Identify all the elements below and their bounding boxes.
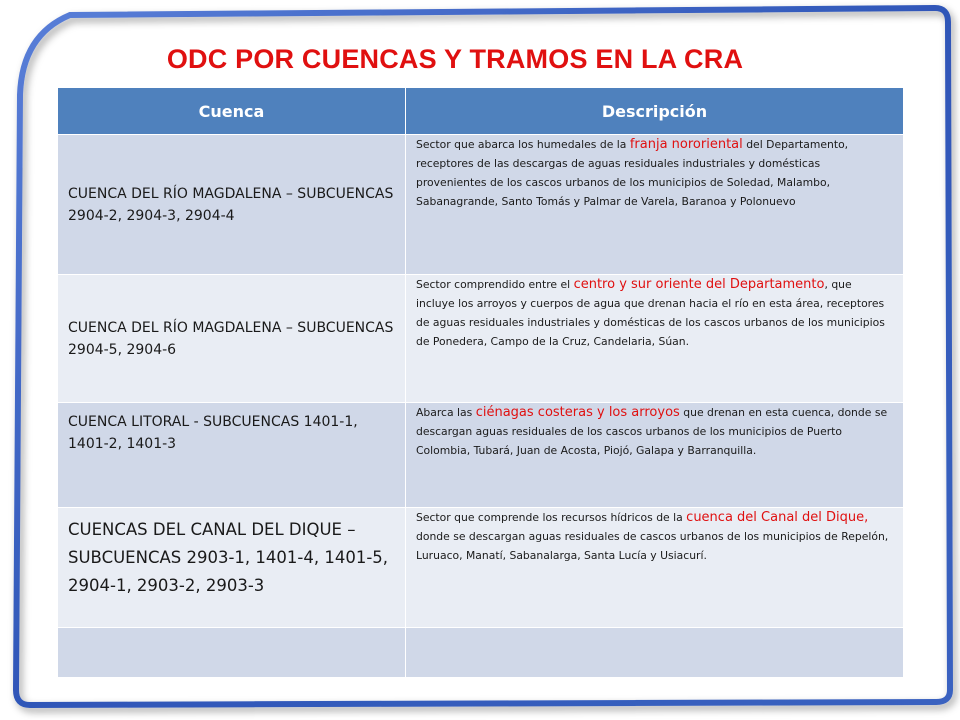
desc-text: Abarca las xyxy=(416,406,476,419)
descripcion-cell xyxy=(406,628,904,678)
odc-table xyxy=(57,87,904,678)
desc-text: del Departamento, receptores de las descargas de aguas residuales industriales y domésticas provenientes de los cascos urbanos de los municipios de Soledad, Malambo, Sabanagrande, Santo Tomás y Palmar de Varela, Baranoa y Polonuevo xyxy=(416,138,849,208)
desc-highlight: cuenca del Canal del Dique, xyxy=(686,510,869,525)
desc-text: que drenan en esta cuenca, donde se descargan aguas residuales de los cascos urbanos de los municipios de Puerto Colombia, Tubará, Juan de Acosta, Piojó, Galapa y Barranquilla. xyxy=(416,406,888,457)
header-cuenca: Cuenca xyxy=(58,88,406,135)
table-row xyxy=(58,628,904,678)
cuenca-cell: CUENCA DEL RÍO MAGDALENA – SUBCUENCAS 2904-2, 2904-3, 2904-4 xyxy=(58,135,406,275)
descripcion-cell xyxy=(406,508,904,628)
table-row xyxy=(58,275,904,403)
table-row xyxy=(58,135,904,275)
desc-highlight: centro y sur oriente del Departamento xyxy=(573,277,825,292)
descripcion-cell xyxy=(406,403,904,508)
table-row xyxy=(58,403,904,508)
cuenca-cell xyxy=(58,628,406,678)
descripcion-cell xyxy=(406,275,904,403)
cuenca-cell: CUENCA LITORAL - SUBCUENCAS 1401-1, 1401-2, 1401-3 xyxy=(58,403,406,508)
header-descripcion: Descripción xyxy=(406,88,904,135)
desc-text: Sector que abarca los humedales de la xyxy=(416,138,630,151)
cuenca-cell: CUENCA DEL RÍO MAGDALENA – SUBCUENCAS 2904-5, 2904-6 xyxy=(58,275,406,403)
page-title: ODC POR CUENCAS Y TRAMOS EN LA CRA xyxy=(166,44,744,74)
table-header-row xyxy=(58,88,904,135)
desc-text: Sector comprendido entre el xyxy=(416,278,574,291)
desc-text: , que incluye los arroyos y cuerpos de agua que drenan hacia el río en esta área, receptores de aguas residuales industriales y domésticas de los cascos urbanos de los municipios de Ponedera, Campo de la Cruz, Candelaria, Súan. xyxy=(416,278,885,348)
desc-highlight: franja nororiental xyxy=(629,137,743,152)
table-row xyxy=(58,508,904,628)
desc-highlight: ciénagas costeras y los arroyos xyxy=(475,405,680,420)
desc-text: donde se descargan aguas residuales de cascos urbanos de los municipios de Repelón, Luruaco, Manatí, Sabanalarga, Santa Lucía y Usiacurí. xyxy=(416,530,889,562)
descripcion-cell xyxy=(406,135,904,275)
desc-text: Sector que comprende los recursos hídricos de la xyxy=(416,511,687,524)
cuenca-cell: CUENCAS DEL CANAL DEL DIQUE – SUBCUENCAS 2903-1, 1401-4, 1401-5, 2904-1, 2903-2, 2903-3 xyxy=(58,508,406,628)
